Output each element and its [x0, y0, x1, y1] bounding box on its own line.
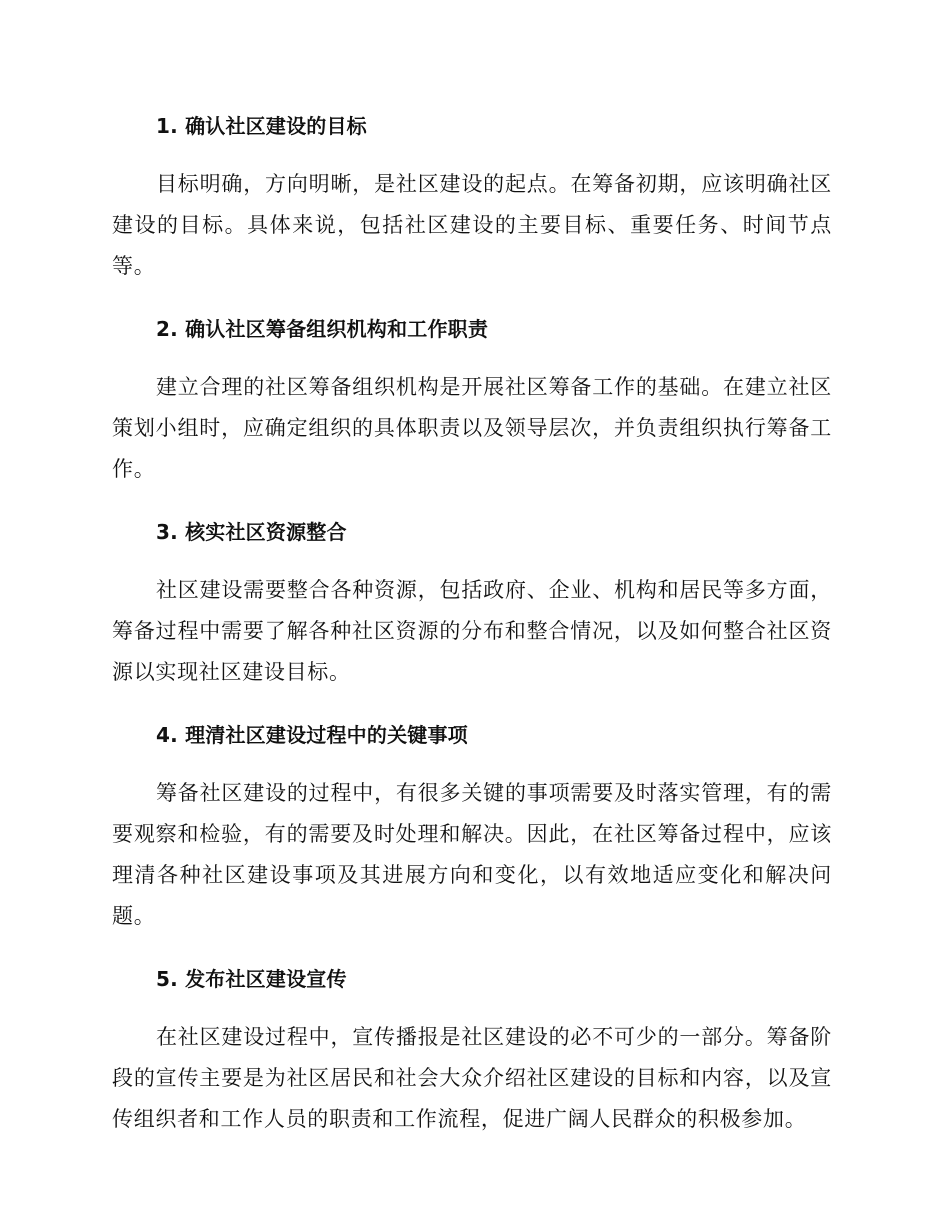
section-heading: 2. 确认社区筹备组织机构和工作职责 — [156, 317, 489, 341]
section-5 — [112, 961, 832, 1140]
document-page — [112, 108, 832, 1164]
section-3 — [112, 514, 832, 693]
section-paragraph: 建立合理的社区筹备组织机构是开展社区筹备工作的基础。在建立社区策划小组时，应确定组织的具体职责以及领导层次，并负责组织执行筹备工作。 — [112, 375, 832, 481]
section-paragraph: 在社区建设过程中，宣传播报是社区建设的必不可少的一部分。筹备阶段的宣传主要是为社区居民和社会大众介绍社区建设的目标和内容，以及宣传组织者和工作人员的职责和工作流程，促进广阔人民群众的积极参加。 — [112, 1025, 832, 1131]
section-heading: 4. 理清社区建设过程中的关键事项 — [156, 723, 468, 747]
section-2 — [112, 311, 832, 490]
section-1 — [112, 108, 832, 287]
section-paragraph: 社区建设需要整合各种资源，包括政府、企业、机构和居民等多方面，筹备过程中需要了解各种社区资源的分布和整合情况，以及如何整合社区资源以实现社区建设目标。 — [112, 578, 832, 684]
section-heading: 1. 确认社区建设的目标 — [156, 114, 367, 138]
section-4 — [112, 717, 832, 937]
section-paragraph: 目标明确，方向明晰，是社区建设的起点。在筹备初期，应该明确社区建设的目标。具体来说，包括社区建设的主要目标、重要任务、时间节点等。 — [112, 172, 832, 278]
section-paragraph: 筹备社区建设的过程中，有很多关键的事项需要及时落实管理，有的需要观察和检验，有的需要及时处理和解决。因此，在社区筹备过程中，应该理清各种社区建设事项及其进展方向和变化，以有效地适应变化和解决问题。 — [112, 781, 832, 928]
section-heading: 5. 发布社区建设宣传 — [156, 967, 347, 991]
section-heading: 3. 核实社区资源整合 — [156, 520, 347, 544]
